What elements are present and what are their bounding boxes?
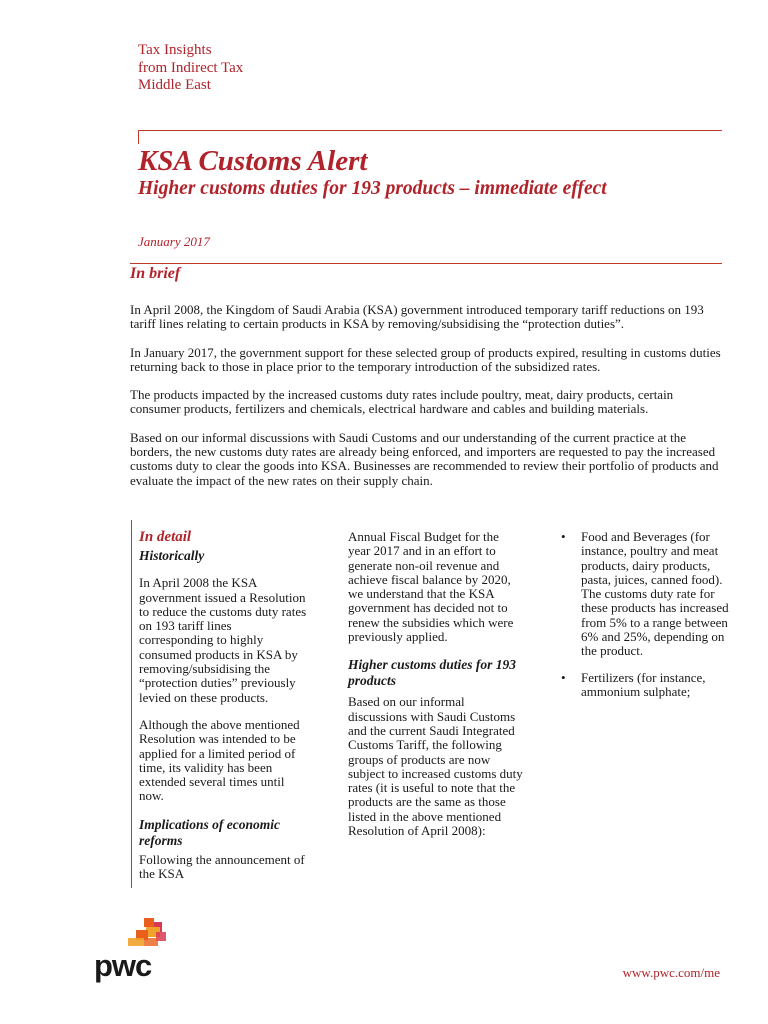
historically-paragraph-1: In April 2008 the KSA government issued a Resolution to reduce the customs duty rates on 193 tariff lines corresponding to highly consumed products in KSA by removing/subsidising the “protection duties” previously levied on these products. xyxy=(139,575,307,705)
detail-column-1 xyxy=(139,530,309,894)
tagline-line-1: Tax Insights xyxy=(138,42,212,58)
brief-paragraph-3: The products impacted by the increased customs duty rates include poultry, meat, dairy products, certain consumer products, fertilizers and chemicals, electrical hardware and cables and building materials. xyxy=(130,387,674,417)
tagline-line-2: from Indirect Tax xyxy=(138,59,244,76)
detail-column-2 xyxy=(348,530,523,851)
brief-paragraph-1: In April 2008, the Kingdom of Saudi Arabia (KSA) government introduced temporary tariff reductions on 193 tariff lines relating to certain products in KSA by removing/subsidising the “protection duties”. xyxy=(130,302,704,332)
list-item xyxy=(561,671,731,700)
header-rule-tick xyxy=(138,130,139,144)
publication-date: January 2017 xyxy=(138,234,210,249)
list-item xyxy=(561,530,731,659)
brief-rule xyxy=(130,263,722,264)
bullet-icon: • xyxy=(561,669,566,685)
brief-paragraph-2: In January 2017, the government support for these selected group of products expired, resulting in customs duties returning back to those in place prior to the temporary introduction of the subsidized rates. xyxy=(130,344,721,374)
historically-paragraph-2: Although the above mentioned Resolution was intended to be applied for a limited period of time, its validity has been extended several times until now. xyxy=(139,716,300,804)
bullet-icon: • xyxy=(561,529,566,544)
budget-paragraph: Annual Fiscal Budget for the year 2017 and in an effort to generate non-oil revenue and achieve fiscal balance by 2020, we understand that the KSA government has decided not to renew the subsidies which were previously applied. xyxy=(348,529,514,645)
list-item-text: Food and Beverages (for instance, poultry and meat products, dairy products, pasta, juices, canned food). The customs duty rate for these products has increased from 5% to a range between 6% and 25%, depending on the product. xyxy=(581,529,729,659)
detail-heading: In detail xyxy=(139,529,192,545)
page-subtitle: Higher customs duties for 193 products – immediate effect xyxy=(138,178,607,199)
pwc-logo-text: pwc xyxy=(94,948,152,983)
tagline xyxy=(138,42,243,95)
groups-paragraph: Based on our informal discussions with Saudi Customs and the current Saudi Integrated Customs Tariff, the following groups of products are now subject to increased customs duty rates (it is useful to note that the products are the same as those listed in the above mentioned Resolution of April 2008): xyxy=(348,694,523,839)
higher-duties-heading: Higher customs duties for 193 products xyxy=(348,657,517,689)
header-rule xyxy=(138,130,722,131)
footer-url-link[interactable]: www.pwc.com/me xyxy=(622,965,720,980)
detail-column-3 xyxy=(561,530,731,711)
detail-rule xyxy=(131,520,132,888)
historically-heading: Historically xyxy=(139,548,205,564)
brief-section xyxy=(130,303,722,502)
list-item-text: Fertilizers (for instance, ammonium sulphate; xyxy=(581,669,706,699)
implications-heading: Implications of economic reforms xyxy=(139,816,280,848)
brief-heading: In brief xyxy=(130,265,181,282)
implications-paragraph-1: Following the announcement of the KSA xyxy=(139,851,305,882)
pwc-logo-icon xyxy=(126,918,170,952)
brief-paragraph-4: Based on our informal discussions with Saudi Customs and our understanding of the current practice at the borders, the new customs duty rates are already being enforced, and importers are requested to pay the increased customs duty to clear the goods into KSA. Businesses are recommended to review their portfolio of products and evaluate the impact of the new rates on their supply chain. xyxy=(130,429,719,488)
tagline-line-3: Middle East xyxy=(138,77,211,93)
page-title: KSA Customs Alert xyxy=(138,145,368,177)
